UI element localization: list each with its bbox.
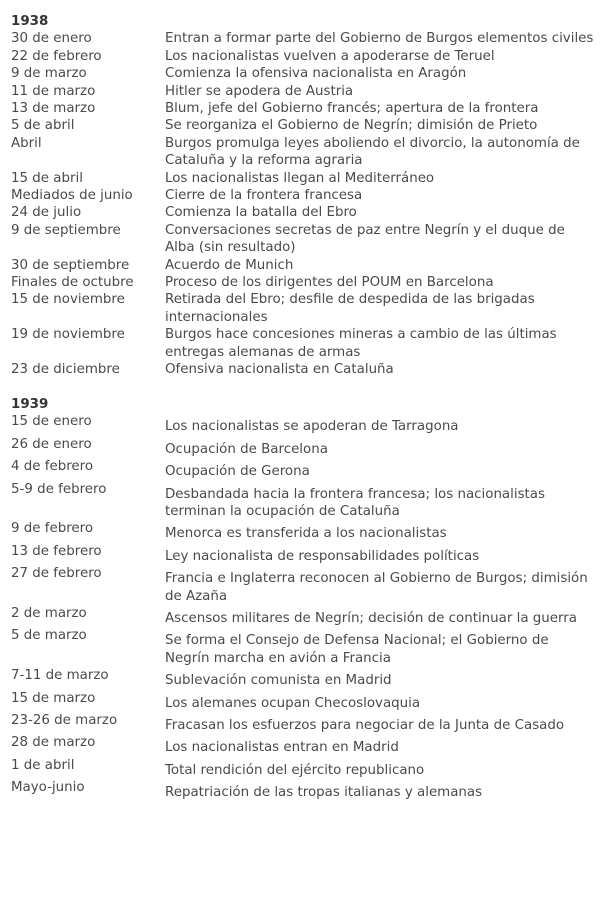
entry-date: 22 de febrero [11,48,102,64]
entry-event: Los nacionalistas llegan al Mediterráneo [165,170,435,186]
timeline-entry [11,187,600,204]
year-heading: 1939 [11,396,49,412]
entry-date: 15 de abril [11,170,83,186]
entry-event: Los alemanes ocupan Checoslovaquia [165,695,421,711]
timeline-entry [11,757,600,779]
entry-date: 28 de marzo [11,735,96,751]
timeline-entry [11,458,600,480]
entry-event: Francia e Inglaterra reconocen al Gobierno de Burgos; dimisión de Azaña [165,571,588,604]
entry-event: Desbandada hacia la frontera francesa; los nacionalistas terminan la ocupación de Cataluña [165,486,545,519]
timeline-entry [11,117,600,134]
entry-event: Los nacionalistas se apoderan de Tarragona [165,419,459,435]
timeline-entry [11,170,600,187]
entry-event: Repatriación de las tropas italianas y alemanas [165,785,483,801]
entry-date: 23 de diciembre [11,362,120,378]
timeline-entry [11,326,600,361]
timeline-entry [11,83,600,100]
entry-date: 1 de abril [11,757,75,773]
entry-event: Proceso de los dirigentes del POUM en Barcelona [165,275,494,291]
timeline-entry [11,565,600,605]
timeline-entry [11,543,600,565]
timeline-entry [11,605,600,627]
entry-date: 15 de noviembre [11,292,125,308]
timeline-entry [11,222,600,257]
entry-event: Comienza la batalla del Ebro [165,205,357,221]
entry-event: Entran a formar parte del Gobierno de Burgos elementos civiles [165,31,594,47]
entry-event: Fracasan los esfuerzos para negociar de la Junta de Casado [165,717,565,733]
entry-event: Los nacionalistas vuelven a apoderarse de Teruel [165,48,495,64]
entry-date: 23-26 de marzo [11,712,118,728]
entry-event: Se forma el Consejo de Defensa Nacional; el Gobierno de Negrín marcha en avión a Francia [165,633,549,666]
entry-date: 4 de febrero [11,459,94,475]
timeline-entry [11,257,600,274]
timeline-entry [11,135,600,170]
entry-date: 19 de noviembre [11,327,125,343]
entry-event: Los nacionalistas entran en Madrid [165,740,399,756]
timeline-entry [11,413,600,435]
timeline-entry [11,30,600,47]
entry-event: Acuerdo de Munich [165,257,294,273]
entry-date: 7-11 de marzo [11,668,109,684]
entry-event: Ocupación de Barcelona [165,441,328,457]
timeline-entry [11,667,600,689]
entry-date: Finales de octubre [11,275,134,291]
timeline-entry [11,204,600,221]
entry-event: Conversaciones secretas de paz entre Negrín y el duque de Alba (sin resultado) [165,222,565,256]
entry-event: Comienza la ofensiva nacionalista en Aragón [165,66,467,82]
entry-event: Ley nacionalista de responsabilidades políticas [165,548,480,564]
entry-date: 26 de enero [11,436,92,452]
entry-event: Cierre de la frontera francesa [165,188,363,204]
entry-date: 30 de enero [11,31,92,47]
entry-event: Burgos hace concesiones mineras a cambio de las últimas entregas alemanas de armas [165,327,557,360]
timeline-entry [11,712,600,734]
timeline-entry [11,361,600,378]
entry-event: Menorca es transferida a los nacionalistas [165,526,447,542]
entry-event: Hitler se apodera de Austria [165,83,354,99]
entry-date: Mediados de junio [11,188,133,204]
entry-date: 13 de marzo [11,101,96,117]
timeline-entry [11,291,600,326]
entry-date: 30 de septiembre [11,257,130,273]
entry-date: 9 de febrero [11,521,94,537]
entry-date: 9 de marzo [11,66,87,82]
entry-date: 5 de abril [11,118,75,134]
entry-event: Total rendición del ejército republicano [165,762,425,778]
entry-event: Ascensos militares de Negrín; decisión de continuar la guerra [165,610,577,626]
entry-date: 5-9 de febrero [11,481,107,497]
entry-date: 15 de marzo [11,690,96,706]
entry-date: Abril [11,135,42,151]
timeline-entry [11,690,600,712]
timeline-entry [11,481,600,521]
entry-event: Sublevación comunista en Madrid [165,673,392,689]
entry-date: Mayo-junio [11,780,85,796]
timeline-entry [11,100,600,117]
entry-event: Ocupación de Gerona [165,464,310,480]
entry-date: 27 de febrero [11,566,102,582]
entry-event: Retirada del Ebro; desfile de despedida de las brigadas internacionales [165,292,535,325]
year-heading: 1938 [11,14,49,29]
timeline-entry [11,520,600,542]
timeline-entry [11,274,600,291]
entry-date: 13 de febrero [11,543,102,559]
entry-event: Se reorganiza el Gobierno de Negrín; dimisión de Prieto [165,118,538,134]
entry-event: Burgos promulga leyes aboliendo el divorcio, la autonomía de Cataluña y la reforma agraria [165,135,580,169]
timeline-entry [11,734,600,756]
timeline-entry [11,779,600,801]
entry-date: 24 de julio [11,205,82,221]
timeline-entry [11,48,600,65]
entry-date: 2 de marzo [11,605,87,621]
entry-event: Ofensiva nacionalista en Cataluña [165,362,394,378]
timeline-entry [11,627,600,667]
entry-date: 5 de marzo [11,628,87,644]
entry-date: 11 de marzo [11,83,96,99]
timeline-entry [11,65,600,82]
entry-date: 15 de enero [11,414,92,430]
timeline-entry [11,436,600,458]
entry-event: Blum, jefe del Gobierno francés; apertura de la frontera [165,101,539,117]
entry-date: 9 de septiembre [11,222,121,238]
